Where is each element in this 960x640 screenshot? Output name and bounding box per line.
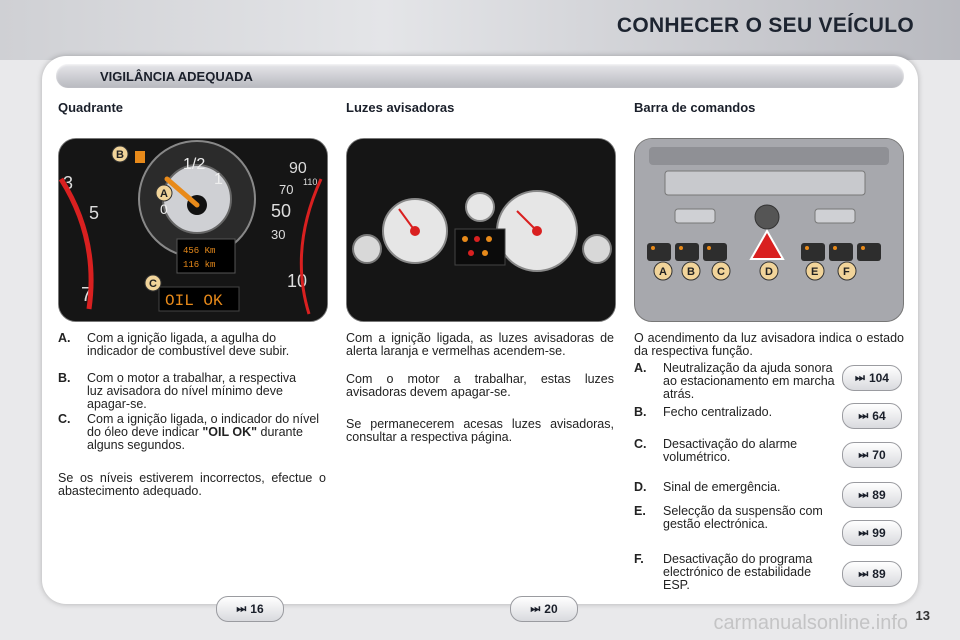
fuel-warning-icon <box>135 151 145 163</box>
warning-lights-illustration <box>347 139 615 321</box>
page-ref-70-button[interactable] <box>842 442 902 468</box>
heading-quadrante: Quadrante <box>58 100 124 115</box>
barra-item-a <box>634 362 834 402</box>
marker-a: A <box>659 266 667 278</box>
marker-a: A <box>160 188 168 200</box>
rpm-5: 5 <box>89 203 100 223</box>
page-ref-89b-button[interactable] <box>842 561 902 587</box>
item-text: Neutralização da ajuda sonora ao estacionamento em marcha atrás. <box>663 361 835 401</box>
gauge-zero: 0 <box>160 201 168 217</box>
section-title: VIGILÂNCIA ADEQUADA <box>100 69 253 84</box>
page-ref-number: 64 <box>872 409 886 423</box>
page-number: 13 <box>915 608 930 623</box>
item-label: F. <box>634 552 644 566</box>
speed-110: 110 <box>303 177 318 187</box>
item-text: Fecho centralizado. <box>663 405 773 419</box>
rpm-7: 7 <box>81 284 93 306</box>
item-text: Sinal de emergência. <box>663 480 781 494</box>
page-ref-16-button[interactable] <box>216 596 284 622</box>
instrument-cluster-illustration <box>59 139 327 321</box>
item-text-after: durante alguns segundos. <box>87 425 303 452</box>
barra-item-b <box>634 406 834 426</box>
trip-display-2: 116 km <box>183 260 216 270</box>
luzes-paragraph-3: Se permanecerem acesas luzes avisadoras, consultar a respectiva página. <box>346 417 614 444</box>
oil-ok-emphasis: "OIL OK" <box>202 425 258 439</box>
quadrante-item-a <box>58 332 326 372</box>
speed-50: 50 <box>271 201 292 221</box>
watermark: carmanualsonline.info <box>713 612 908 634</box>
item-label: A. <box>58 331 71 345</box>
skip-forward-icon: ⏭ <box>855 371 865 384</box>
page-ref-20-button[interactable] <box>510 596 578 622</box>
trip-display-1: 456 Km <box>183 246 216 256</box>
skip-forward-icon: ⏭ <box>858 488 869 501</box>
item-label: D. <box>634 480 647 494</box>
item-text: Com a ignição ligada, a agulha do indicador de combustível deve subir. <box>87 331 290 358</box>
marker-e: E <box>811 266 819 278</box>
speed-90: 90 <box>289 160 307 177</box>
page-ref-99-button[interactable] <box>842 520 902 546</box>
item-text-before: Com a ignição ligada, o indicador do nível do óleo deve indicar <box>87 412 320 439</box>
item-text: Desactivação do alarme volumétrico. <box>663 437 798 464</box>
luzes-paragraph-1: Com a ignição ligada, as luzes avisadoras de alerta laranja e vermelhas acendem-se. <box>346 331 614 358</box>
page-ref-number: 16 <box>250 602 264 616</box>
skip-forward-icon: ⏭ <box>858 448 869 461</box>
item-label: C. <box>58 412 71 426</box>
page-ref-64-button[interactable] <box>842 403 902 429</box>
item-text <box>87 413 325 452</box>
heading-luzes-avisadoras: Luzes avisadoras <box>346 100 455 115</box>
barra-item-e <box>634 505 834 535</box>
item-label: C. <box>634 437 647 451</box>
speed-70: 70 <box>279 182 294 197</box>
quadrante-item-c <box>58 413 326 453</box>
barra-item-c <box>634 438 834 468</box>
instrument-cluster-photo <box>58 138 328 322</box>
skip-forward-icon: ⏭ <box>236 602 247 615</box>
control-bar-illustration <box>635 139 903 321</box>
item-label: A. <box>634 361 647 375</box>
item-label: B. <box>58 371 71 385</box>
speed-10: 10 <box>287 271 308 291</box>
item-label: B. <box>634 405 647 419</box>
rpm-3: 3 <box>63 173 74 193</box>
barra-item-f <box>634 553 834 593</box>
barra-intro: O acendimento da luz avisadora indica o estado da respectiva função. <box>634 331 904 358</box>
speed-30: 30 <box>271 227 286 242</box>
page-ref-104-button[interactable] <box>842 365 902 391</box>
marker-c: C <box>717 266 725 278</box>
gauge-half: 1/2 <box>183 156 206 173</box>
heading-barra-comandos: Barra de comandos <box>634 100 756 115</box>
marker-b: B <box>116 149 124 161</box>
skip-forward-icon: ⏭ <box>858 526 869 539</box>
marker-d: D <box>765 266 773 278</box>
page-ref-number: 20 <box>544 602 558 616</box>
page-ref-number: 70 <box>872 448 886 462</box>
skip-forward-icon: ⏭ <box>858 567 869 580</box>
item-label: E. <box>634 504 646 518</box>
quadrante-item-b <box>58 372 326 412</box>
page-ref-number: 104 <box>868 371 889 385</box>
page-ref-number: 89 <box>872 488 886 502</box>
item-text: Selecção da suspensão com gestão electrónica. <box>663 504 823 531</box>
page-ref-number: 99 <box>872 526 886 540</box>
marker-c: C <box>149 278 157 290</box>
luzes-paragraph-2: Com o motor a trabalhar, estas luzes avisadoras devem apagar-se. <box>346 372 614 399</box>
gauge-one: 1 <box>214 171 223 188</box>
page-ref-89-button[interactable] <box>842 482 902 508</box>
marker-f: F <box>843 266 850 278</box>
barra-item-d <box>634 481 834 501</box>
skip-forward-icon: ⏭ <box>530 602 541 615</box>
item-text: Com o motor a trabalhar, a respectiva luz avisadora do nível mínimo deve apagar-se. <box>87 371 297 411</box>
oil-level-display: OIL OK <box>165 292 223 310</box>
warning-lights-photo <box>346 138 616 322</box>
page-ref-number: 89 <box>872 567 886 581</box>
quadrante-footer: Se os níveis estiverem incorrectos, efectue o abastecimento adequado. <box>58 471 326 498</box>
page-title: CONHECER O SEU VEÍCULO <box>616 14 914 37</box>
skip-forward-icon: ⏭ <box>858 409 869 422</box>
control-bar-photo <box>634 138 904 322</box>
item-text: Desactivação do programa electrónico de estabilidade ESP. <box>663 552 813 592</box>
marker-b: B <box>687 266 695 278</box>
